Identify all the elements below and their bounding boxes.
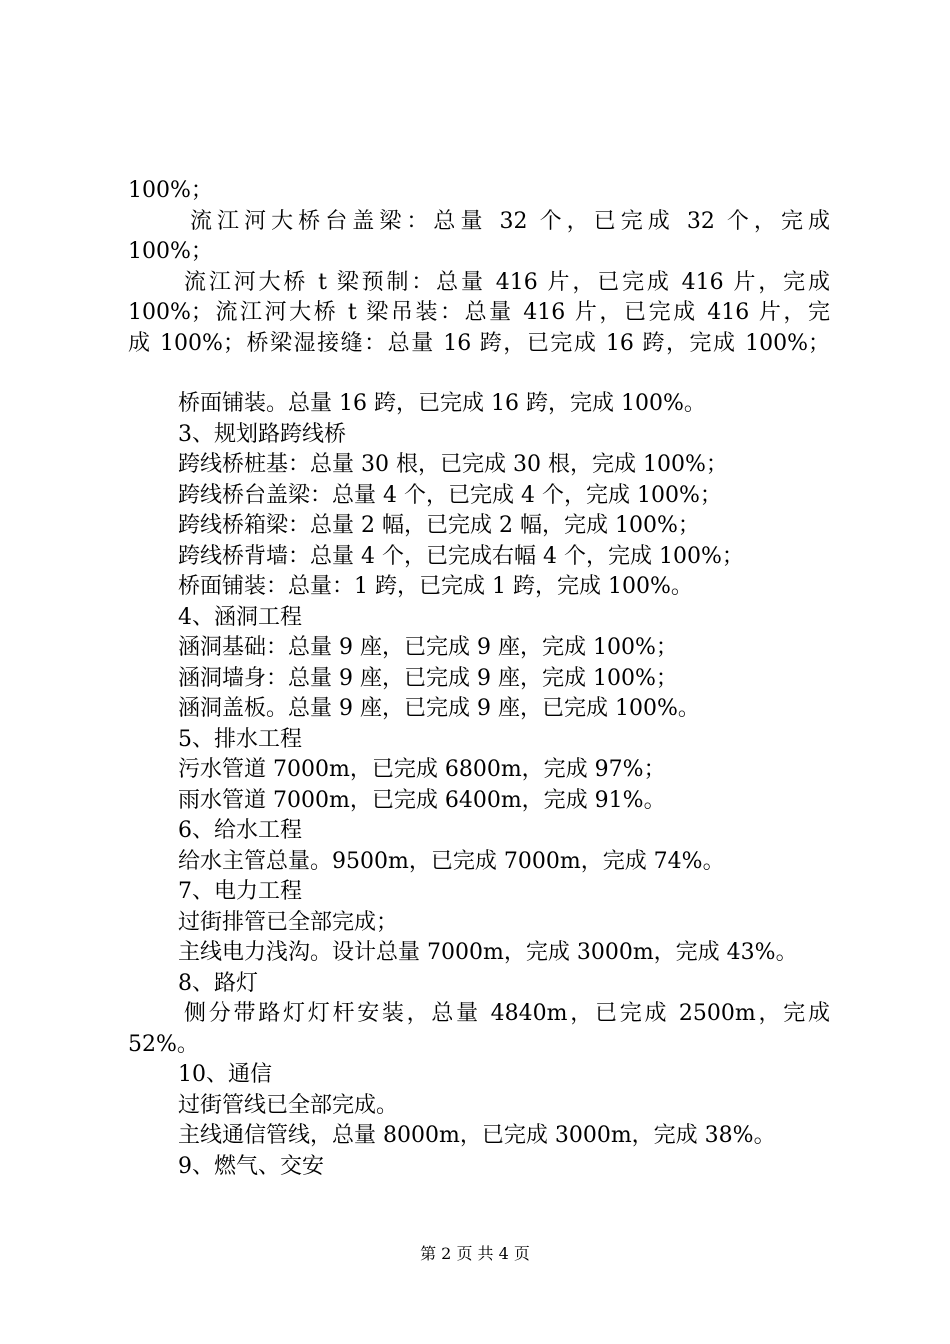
paragraph-gap (128, 359, 830, 389)
text-line: 流江河大桥台盖梁：总量 32 个，已完成 32 个，完成 (190, 208, 830, 234)
text-line: 100%；流江河大桥 t 梁吊装：总量 416 片，已完成 416 片，完 (128, 300, 830, 325)
text-line: 成 100%；桥梁湿接缝：总量 16 跨，已完成 16 跨，完成 100%； (128, 330, 830, 356)
section-heading: 4、涵洞工程 (178, 604, 302, 630)
text-line: 过街管线已全部完成。 (178, 1092, 399, 1118)
text-line: 100%； (128, 178, 213, 203)
section-heading: 3、规划路跨线桥 (178, 421, 346, 447)
text-line: 跨线桥桩基：总量 30 根，已完成 30 根，完成 100%； (178, 452, 728, 477)
text-line: 涵洞盖板。总量 9 座，已完成 9 座，已完成 100%。 (178, 696, 700, 721)
text-line: 52%。 (128, 1031, 199, 1057)
text-line: 跨线桥箱梁：总量 2 幅，已完成 2 幅，完成 100%； (178, 513, 700, 538)
section-heading: 6、给水工程 (178, 818, 302, 843)
text-line: 跨线桥台盖梁：总量 4 个，已完成 4 个，完成 100%； (178, 482, 722, 508)
text-line: 给水主管总量。9500m，已完成 7000m，完成 74%。 (178, 848, 725, 874)
text-line: 流江河大桥 t 梁预制：总量 416 片，已完成 416 片，完成 (184, 269, 830, 295)
section-heading: 9、燃气、交安 (178, 1153, 324, 1179)
section-heading: 8、路灯 (178, 970, 258, 996)
section-heading: 7、电力工程 (178, 879, 302, 904)
text-line: 主线电力浅沟。设计总量 7000m，完成 3000m，完成 43%。 (178, 940, 798, 965)
text-line: 主线通信管线，总量 8000m，已完成 3000m，完成 38%。 (178, 1123, 776, 1148)
section-heading: 10、通信 (178, 1062, 272, 1087)
text-line: 跨线桥背墙：总量 4 个，已完成右幅 4 个，完成 100%； (178, 543, 744, 569)
document-body (128, 176, 830, 1182)
text-line: 污水管道 7000m，已完成 6800m，完成 97%； (178, 757, 666, 782)
text-line: 涵洞基础：总量 9 座，已完成 9 座，完成 100%； (178, 635, 678, 660)
text-line: 过街排管已全部完成； (178, 909, 399, 935)
text-line: 桥面铺装。总量 16 跨，已完成 16 跨，完成 100%。 (178, 391, 706, 416)
text-line: 侧分带路灯灯杆安装，总量 4840m，已完成 2500m，完成 (184, 1001, 830, 1026)
text-line: 100%； (128, 239, 213, 264)
text-line: 桥面铺装：总量：1 跨，已完成 1 跨，完成 100%。 (178, 574, 693, 599)
section-heading: 5、排水工程 (178, 726, 302, 752)
page-footer: 第 2 页 共 4 页 (420, 1244, 530, 1263)
text-line: 涵洞墙身：总量 9 座，已完成 9 座，完成 100%； (178, 665, 678, 691)
text-line: 雨水管道 7000m，已完成 6400m，完成 91%。 (178, 787, 666, 813)
